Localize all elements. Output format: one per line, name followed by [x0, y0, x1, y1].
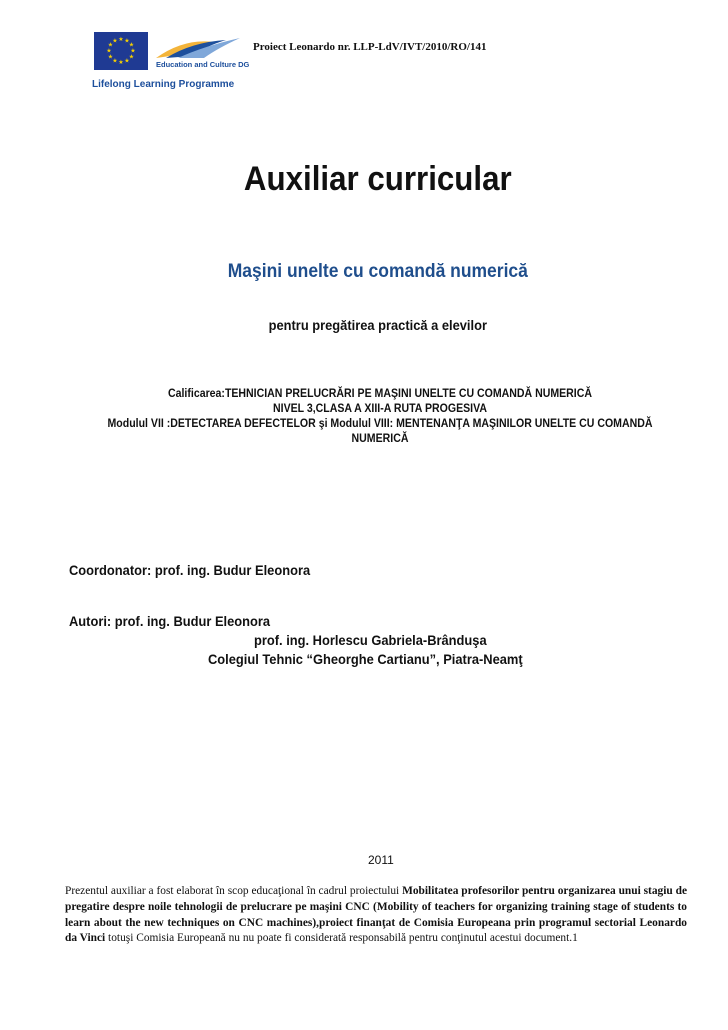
authors-second: prof. ing. Horlescu Gabriela-Brânduşa: [254, 632, 487, 648]
publication-year: 2011: [368, 853, 394, 867]
svg-text:★: ★: [106, 47, 112, 55]
institution: Colegiul Tehnic “Gheorghe Cartianu”, Piatra-Neamţ: [208, 651, 523, 667]
modules-line: Modulul VII :DETECTAREA DEFECTELOR şi Modulul VIII: MENTENANŢA MAŞINILOR UNELTE CU COMANDĂ: [107, 416, 653, 430]
qualification-block: [72, 386, 688, 446]
coordinator: Coordonator: prof. ing. Budur Eleonora: [69, 562, 311, 578]
dg-logo-text: Education and Culture DG: [156, 60, 250, 69]
llp-logo-text: Lifelong Learning Programme: [92, 79, 235, 90]
svg-text:★: ★: [112, 37, 118, 45]
svg-text:★: ★: [107, 41, 114, 49]
eu-flag-icon: [94, 32, 148, 70]
project-reference: Proiect Leonardo nr. LLP-LdV/IVT/2010/RO/141: [253, 41, 487, 53]
education-culture-dg-icon: [154, 32, 244, 62]
document-title: Auxiliar curricular: [243, 160, 512, 198]
svg-text:★: ★: [124, 57, 130, 65]
disclaimer-intro: Prezentul auxiliar a fost elaborat în scop educaţional în cadrul proiectului: [65, 885, 403, 897]
svg-text:★: ★: [130, 47, 136, 55]
qualification-line: Calificarea:TEHNICIAN PRELUCRĂRI PE MAŞINI UNELTE CU COMANDĂ NUMERICĂ: [168, 386, 592, 400]
authors-first: Autori: prof. ing. Budur Eleonora: [69, 613, 271, 629]
svg-text:★: ★: [128, 41, 135, 49]
lifelong-learning-logo: [88, 30, 258, 96]
document-subtitle-secondary: pentru pregătirea practică a elevilor: [268, 317, 487, 333]
document-subtitle: Maşini unelte cu comandă numerică: [227, 261, 528, 282]
disclaimer-project-name: Mobilitatea profesorilor pentru organizarea unui stagiu de pregatire despre noile tehnologii de prelucrare pe maşini CNC (Mobility of teachers for organizing training stage of students to learn about the new techniques on CNC machines),proiect finanţat de Comisia Europeana prin programul sectorial Leonardo da Vinci: [65, 885, 688, 945]
disclaimer-closing: totuşi Comisia Europeană nu nu poate fi considerată responsabilă pentru conţinutul acestui document.1: [105, 932, 578, 945]
disclaimer-paragraph: [65, 884, 687, 947]
qualification-level: NIVEL 3,CLASA A XIII-A RUTA PROGESIVA: [273, 401, 487, 415]
svg-text:★: ★: [118, 36, 124, 43]
svg-text:★: ★: [112, 57, 118, 65]
svg-text:★: ★: [107, 53, 114, 61]
svg-text:★: ★: [118, 59, 124, 66]
svg-text:★: ★: [124, 37, 130, 45]
svg-text:★: ★: [128, 53, 135, 61]
modules-line-continued: NUMERICĂ: [351, 431, 409, 445]
